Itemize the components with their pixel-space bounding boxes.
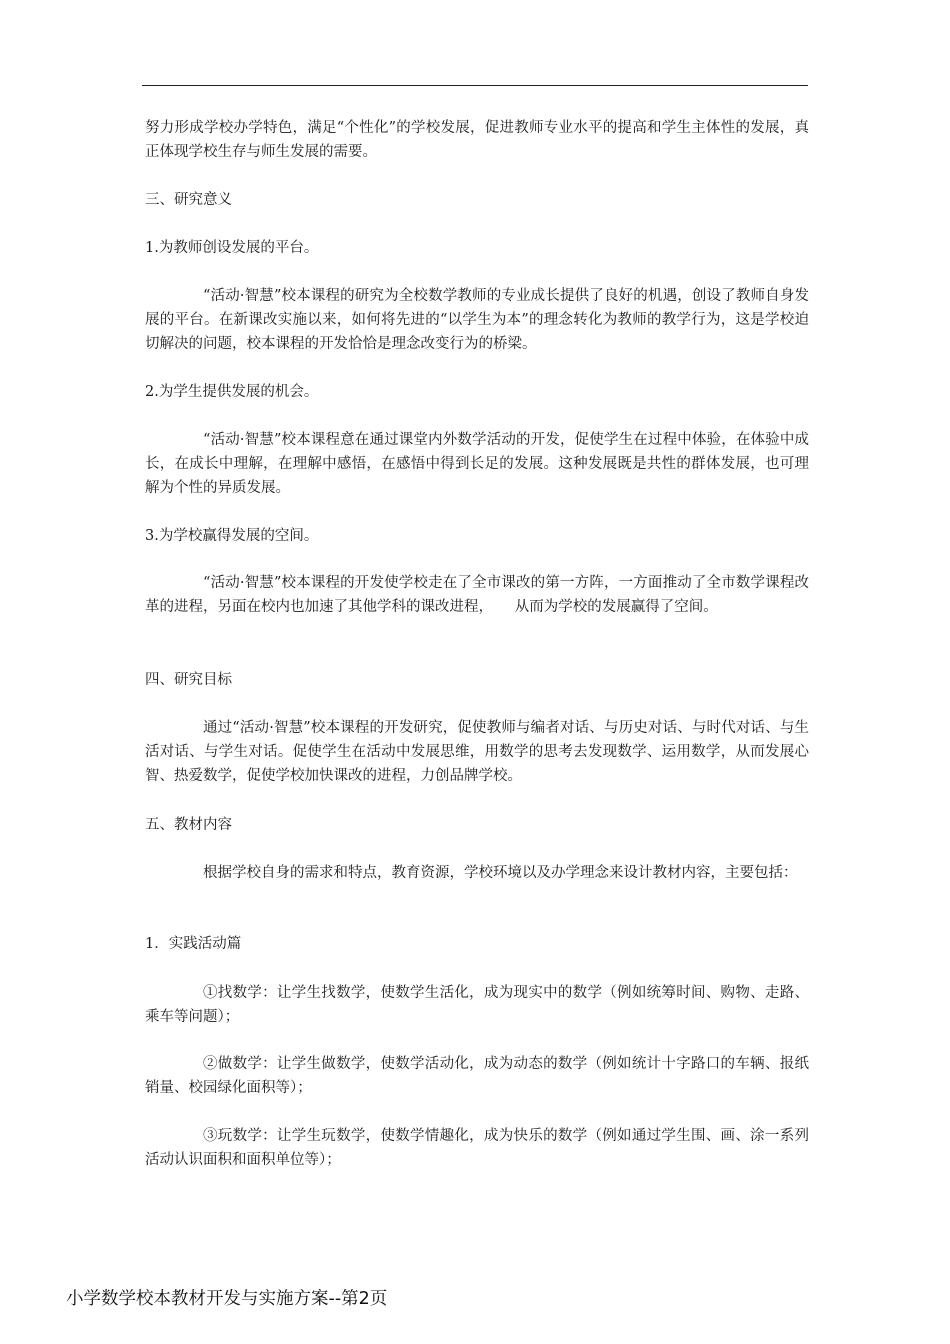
subheading-student-opportunity: 2.为学生提供发展的机会。 [145, 384, 319, 400]
paragraph-intro-continued: 努力形成学校办学特色，满足“个性化”的学校发展，促进教师专业水平的提高和学生主体性的发展，真正体现学校生存与师生发展的需要。 [145, 120, 809, 160]
list-item-do-math: ②做数学：让学生做数学，使数学活动化，成为动态的数学（例如统计十字路口的车辆、报纸销量、校园绿化面积等）； [145, 1056, 809, 1096]
section-heading-content: 五、教材内容 [145, 817, 232, 833]
paragraph-school-space: “活动·智慧”校本课程的开发使学校走在了全市课改的第一方阵，一方面推动了全市数学课程改革的进程，另面在校内也加速了其他学科的课改进程， 从而为学校的发展赢得了空间。 [145, 575, 809, 615]
paragraph-teacher-platform: “活动·智慧”校本课程的研究为全校数学教师的专业成长提供了良好的机遇，创设了教师自身发展的平台。在新课改实施以来，如何将先进的“以学生为本”的理念转化为教师的教学行为，这是学校迫切解决的问题，校本课程的开发恰恰是理念改变行为的桥梁。 [145, 288, 809, 352]
subheading-teacher-platform: 1.为教师创设发展的平台。 [145, 240, 319, 256]
paragraph-student-opportunity: “活动·智慧”校本课程意在通过课堂内外数学活动的开发，促使学生在过程中体验，在体验中成长，在成长中理解，在理解中感悟，在感悟中得到长足的发展。这种发展既是共性的群体发展，也可理解为个性的异质发展。 [145, 432, 809, 496]
subheading-practice-activities: 1．实践活动篇 [145, 936, 242, 952]
paragraph-goals: 通过“活动·智慧”校本课程的开发研究，促使教师与编者对话、与历史对话、与时代对话、与生活对话、与学生对话。促使学生在活动中发展思维，用数学的思考去发现数学、运用数学，从而发展心智、热爱数学，促使学校加快课改的进程，力创品牌学校。 [145, 720, 809, 784]
page-footer: 小学数学校本教材开发与实施方案--第2页 [66, 1289, 388, 1309]
section-heading-goals: 四、研究目标 [145, 672, 232, 688]
subheading-school-space: 3.为学校赢得发展的空间。 [145, 528, 319, 544]
section-heading-significance: 三、研究意义 [145, 192, 232, 208]
list-item-play-math: ③玩数学：让学生玩数学，使数学情趣化，成为快乐的数学（例如通过学生围、画、涂一系列活动认识面积和面积单位等）； [145, 1128, 809, 1168]
paragraph-content-intro: 根据学校自身的需求和特点，教育资源，学校环境以及办学理念来设计教材内容，主要包括： [203, 865, 798, 881]
header-rule [142, 85, 808, 86]
list-item-find-math: ①找数学：让学生找数学，使数学生活化，成为现实中的数学（例如统筹时间、购物、走路、乘车等问题）； [145, 985, 809, 1025]
